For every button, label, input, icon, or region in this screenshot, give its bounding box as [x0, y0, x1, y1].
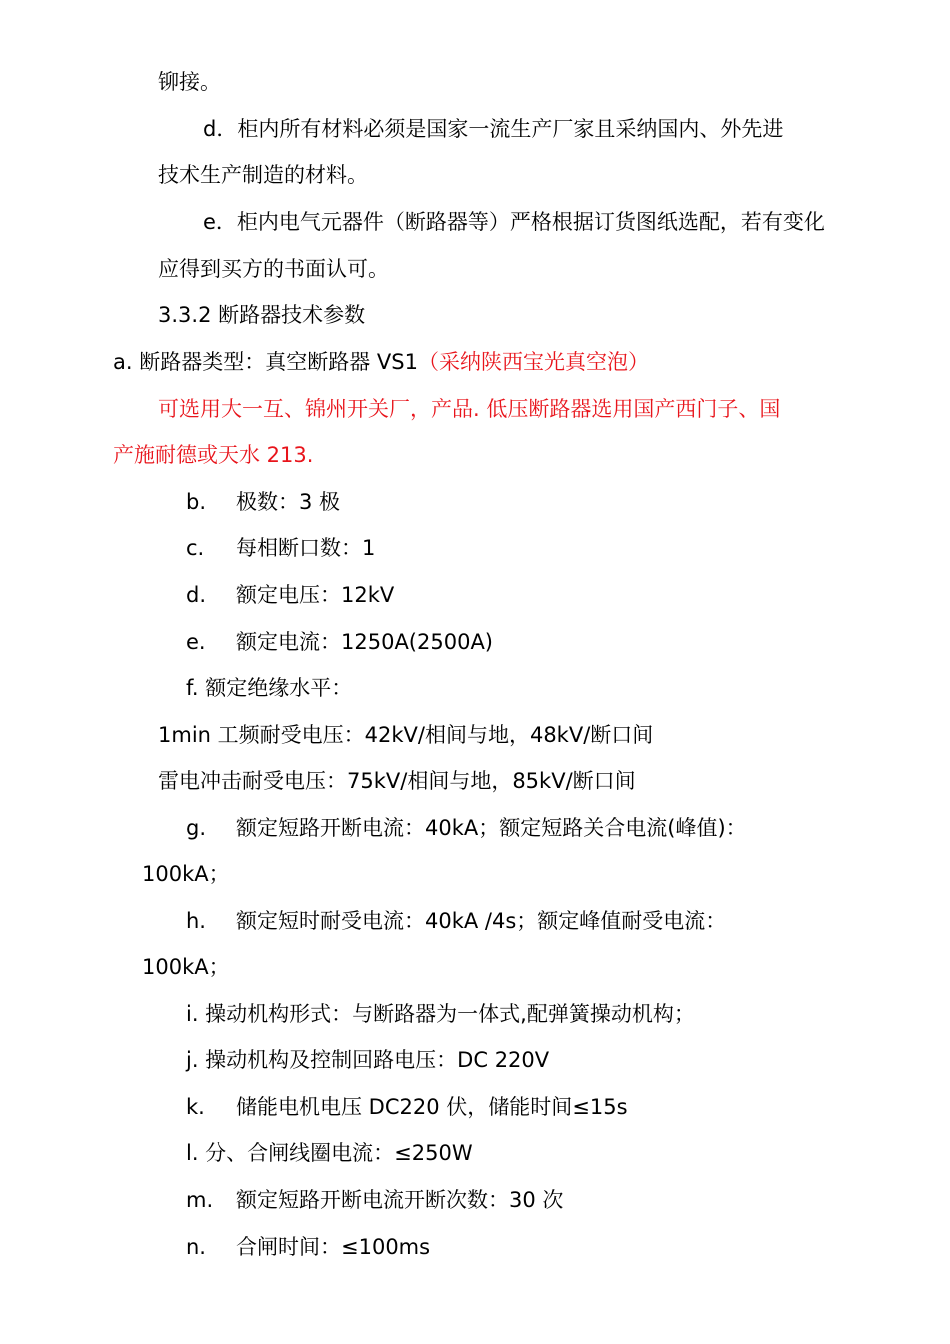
item-text: 极数：3 极: [236, 490, 341, 514]
paragraph-line: d．柜内所有材料必须是国家一流生产厂家且采纳国内、外先进: [203, 117, 784, 141]
list-item-b: [186, 489, 340, 515]
item-text: 额定短路开断电流开断次数：30 次: [236, 1188, 564, 1212]
item-label: k.: [186, 1095, 205, 1119]
insulation-1min-line: 1min 工频耐受电压：42kV/相间与地，48kV/断口间: [158, 723, 654, 747]
breaker-type-note: （采纳陕西宝光真空泡）: [417, 350, 649, 374]
item-text: 额定电流：1250A(2500A): [236, 630, 494, 654]
item-label: n.: [186, 1235, 206, 1259]
breaker-type-text: a. 断路器类型：真空断路器 VS1: [113, 350, 418, 374]
item-text: 额定短路开断电流：40kA；额定短路关合电流(峰值)：: [236, 816, 747, 840]
list-item-n: [186, 1234, 430, 1260]
list-item-f: f. 额定绝缘水平：: [186, 676, 353, 700]
paragraph-line: 技术生产制造的材料。: [158, 163, 368, 187]
item-text: 合闸时间：≤100ms: [236, 1235, 431, 1259]
paragraph-line: 铆接。: [158, 70, 221, 94]
list-item-m: [186, 1187, 563, 1213]
highlight-line: 产施耐德或天水 213.: [113, 443, 314, 467]
item-text: 额定短时耐受电流：40kA /4s；额定峰值耐受电流：: [236, 909, 727, 933]
list-item-c: [186, 535, 375, 561]
item-text: 每相断口数：1: [236, 536, 376, 560]
item-text: 额定电压：12kV: [236, 583, 395, 607]
list-item-i: i. 操动机构形式：与断路器为一体式,配弹簧操动机构；: [186, 1002, 695, 1026]
paragraph-line: e．柜内电气元器件（断路器等）严格根据订货图纸选配，若有变化: [203, 210, 825, 234]
list-item-l: l. 分、合闸线圈电流：≤250W: [186, 1141, 473, 1165]
section-heading: 3.3.2 断路器技术参数: [158, 303, 366, 327]
breaker-type-line: [113, 349, 649, 375]
list-item-d: [186, 582, 394, 608]
item-label: m.: [186, 1188, 214, 1212]
highlight-line: 可选用大一互、锦州开关厂，产品. 低压断路器选用国产西门子、国: [158, 397, 781, 421]
list-item-j: j. 操动机构及控制回路电压：DC 220V: [186, 1048, 550, 1072]
item-label: b.: [186, 490, 207, 514]
list-item-k: [186, 1094, 628, 1120]
item-text: 储能电机电压 DC220 伏，储能时间≤15s: [236, 1095, 628, 1119]
paragraph-line: 应得到买方的书面认可。: [158, 257, 389, 281]
list-item-g: [186, 815, 747, 841]
list-item-g-continued: 100kA；: [142, 862, 230, 886]
list-item-h-continued: 100kA；: [142, 955, 230, 979]
item-label: g.: [186, 816, 207, 840]
item-label: c.: [186, 536, 205, 560]
insulation-lightning-line: 雷电冲击耐受电压：75kV/相间与地，85kV/断口间: [158, 769, 636, 793]
item-label: d.: [186, 583, 207, 607]
item-label: e.: [186, 630, 206, 654]
item-label: h.: [186, 909, 206, 933]
list-item-e: [186, 629, 493, 655]
list-item-h: [186, 908, 726, 934]
